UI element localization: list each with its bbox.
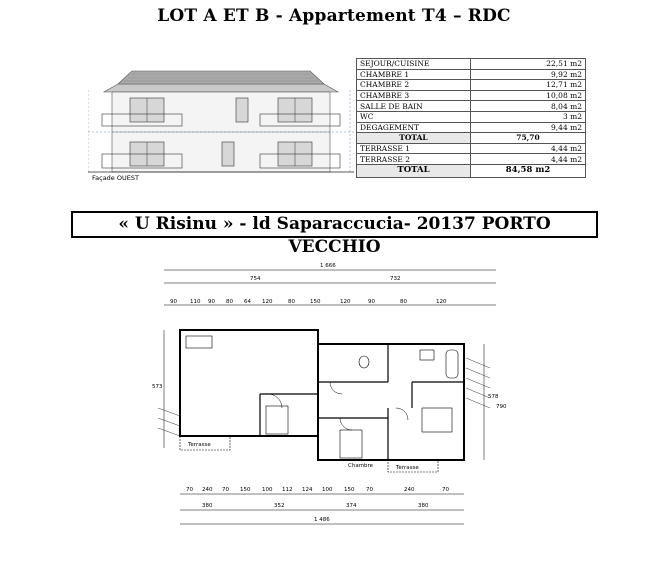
bottom-dimension: 374: [346, 503, 357, 509]
facade-elevation-drawing: [88, 56, 354, 186]
table-row: [357, 111, 586, 122]
grand-total-label: TOTAL: [357, 164, 471, 177]
top-dimension: 80: [288, 299, 295, 305]
top-dimension: 110: [190, 299, 201, 305]
top-dimension: 754: [250, 276, 261, 282]
room-label: Terrasse: [188, 442, 211, 448]
grand-total-row: [357, 164, 586, 177]
page-title: LOT A ET B - Appartement T4 – RDC: [157, 6, 511, 26]
bottom-dimension: 70: [222, 487, 229, 493]
floor-plan-drawing: [150, 258, 508, 528]
top-dimension: 64: [244, 299, 251, 305]
bottom-dimension: 150: [344, 487, 355, 493]
table-row: [357, 122, 586, 133]
table-row: [357, 80, 586, 91]
overall-top-dimension: 1 666: [320, 263, 336, 269]
room-name: CHAMBRE 3: [357, 90, 471, 101]
side-dimension: 578: [488, 394, 499, 400]
subtotal-label: TOTAL: [357, 133, 471, 144]
room-name: SALLE DE BAIN: [357, 101, 471, 112]
top-dimension: 120: [340, 299, 351, 305]
top-dimension: 80: [226, 299, 233, 305]
bottom-dimension: 150: [240, 487, 251, 493]
bottom-dimension: 380: [202, 503, 213, 509]
table-row: [357, 101, 586, 112]
terrace-name: TERRASSE 1: [357, 143, 471, 154]
room-area: 3 m2: [471, 111, 586, 122]
room-area: 22,51 m2: [471, 59, 586, 70]
terrace-area: 4,44 m2: [471, 143, 586, 154]
overall-bottom-dimension: 1 486: [314, 517, 330, 523]
room-name: DEGAGEMENT: [357, 122, 471, 133]
room-label: Chambre: [348, 463, 374, 469]
room-area: 9,92 m2: [471, 69, 586, 80]
room-name: SEJOUR/CUISINE: [357, 59, 471, 70]
room-name: CHAMBRE 2: [357, 80, 471, 91]
top-dimension: 732: [390, 276, 401, 282]
bottom-dimension: 70: [442, 487, 449, 493]
top-dimension: 90: [368, 299, 375, 305]
bottom-dimension: 100: [262, 487, 273, 493]
subtotal-row: [357, 133, 586, 144]
side-dimension: 573: [152, 384, 163, 390]
table-row: [357, 143, 586, 154]
bottom-dimension: 70: [186, 487, 193, 493]
top-dimension: 80: [400, 299, 407, 305]
room-name: CHAMBRE 1: [357, 69, 471, 80]
terrace-area: 4,44 m2: [471, 154, 586, 165]
bottom-dimension: 352: [274, 503, 285, 509]
terrace-name: TERRASSE 2: [357, 154, 471, 165]
table-row: [357, 154, 586, 165]
top-dimension: 120: [436, 299, 447, 305]
grand-total-value: 84,58 m2: [471, 164, 586, 177]
bottom-dimension: 240: [404, 487, 415, 493]
bottom-dimension: 124: [302, 487, 313, 493]
area-table: [356, 58, 586, 178]
top-dimension: 90: [208, 299, 215, 305]
bottom-dimension: 70: [366, 487, 373, 493]
address-box: « U Risinu » - ld Saparaccucia- 20137 PORTO VECCHIO: [71, 211, 598, 238]
bottom-dimension: 380: [418, 503, 429, 509]
table-row: [357, 69, 586, 80]
table-row: [357, 59, 586, 70]
table-row: [357, 90, 586, 101]
side-dimension: 790: [496, 404, 507, 410]
top-dimension: 120: [262, 299, 273, 305]
room-name: WC: [357, 111, 471, 122]
top-dimension: 90: [170, 299, 177, 305]
bottom-dimension: 100: [322, 487, 333, 493]
subtotal-value: 75,70: [471, 133, 586, 144]
room-area: 8,04 m2: [471, 101, 586, 112]
room-area: 9,44 m2: [471, 122, 586, 133]
bottom-dimension: 112: [282, 487, 293, 493]
room-label: Terrasse: [396, 465, 419, 471]
bottom-dimension: 240: [202, 487, 213, 493]
facade-label: Façade OUEST: [92, 174, 139, 182]
room-area: 10,08 m2: [471, 90, 586, 101]
top-dimension: 150: [310, 299, 321, 305]
room-area: 12,71 m2: [471, 80, 586, 91]
